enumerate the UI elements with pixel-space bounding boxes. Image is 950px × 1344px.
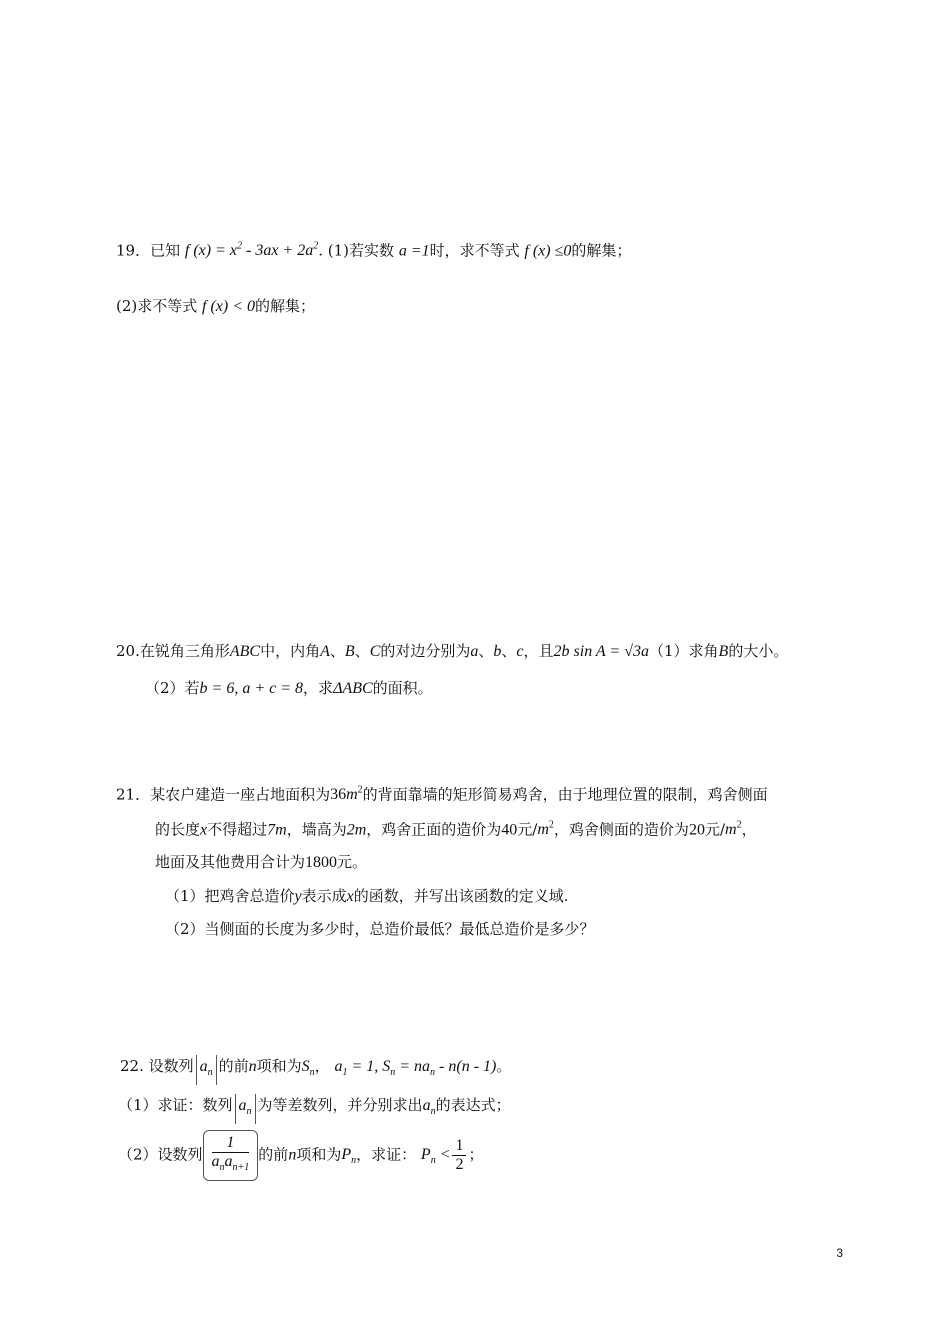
q22-line3: （2）设数列 $\frac{1}{a_na_{n+1}}$ 的前n项和为$P_n$，求证： $P_n$ < $\frac{1}{2}$ ； bbox=[118, 1130, 484, 1183]
q21-line2: 的长度x不得超过7m，墙高为2m，鸡舍正面的造价为40元$/m^2$，鸡舍侧面的造价为20元$/m^2$， bbox=[155, 820, 757, 839]
q21-line1: 21．某农户建造一座占地面积为$36m^2$的背面靠墙的矩形简易鸡舍，由于地理位置的限制，鸡舍侧面 bbox=[116, 785, 768, 804]
q22-line1: 22. 设数列 $a_n$ 的前n项和为$S_n$， $a_1 = 1$, $S_n = na_n - n(n - 1)$。 bbox=[120, 1054, 511, 1085]
q20-line2: （2）若b = 6, a + c = 8，求ΔABC的面积。 bbox=[145, 679, 433, 697]
page-number: 3 bbox=[836, 1246, 843, 1260]
q21-line3: 地面及其他费用合计为1800元。 bbox=[155, 853, 368, 871]
q19-line2: (2)求不等式 f (x) < 0的解集； bbox=[116, 297, 316, 315]
sequence-brace: $\frac{1}{a_na_{n+1}}$ bbox=[203, 1130, 259, 1181]
q21-area: $36m^2$ bbox=[330, 785, 363, 804]
q21-line4: （1）把鸡舍总造价y表示成x的函数，并写出该函数的定义域. bbox=[165, 887, 569, 905]
q19-number: 19． bbox=[116, 241, 151, 260]
q21-line5: （2）当侧面的长度为多少时，总造价最低？最低总造价是多少？ bbox=[165, 920, 595, 938]
q22-recurrence: $a_1 = 1$, $S_n = na_n - n(n - 1)$ bbox=[334, 1058, 497, 1079]
one-half-fraction: $\frac{1}{2}$ bbox=[452, 1137, 466, 1174]
q20-line1: 20.在锐角三角形ABC中，内角A、B、C的对边分别为a、b、c，且2b sin A = √3a（1）求角B的大小。 bbox=[116, 642, 789, 660]
q22-line2: （1）求证：数列 $a_n$ 为等差数列，并分别求出$a_n$的表达式； bbox=[118, 1093, 511, 1124]
q19-function: f $(x) = x^2 - 3ax + 2a^2$ bbox=[184, 241, 319, 260]
q19-line1: 19．已知 f $(x) = x^2 - 3ax + 2a^2$. (1)若实数 a =1时，求不等式 f (x) ≤0的解集； bbox=[116, 241, 632, 260]
